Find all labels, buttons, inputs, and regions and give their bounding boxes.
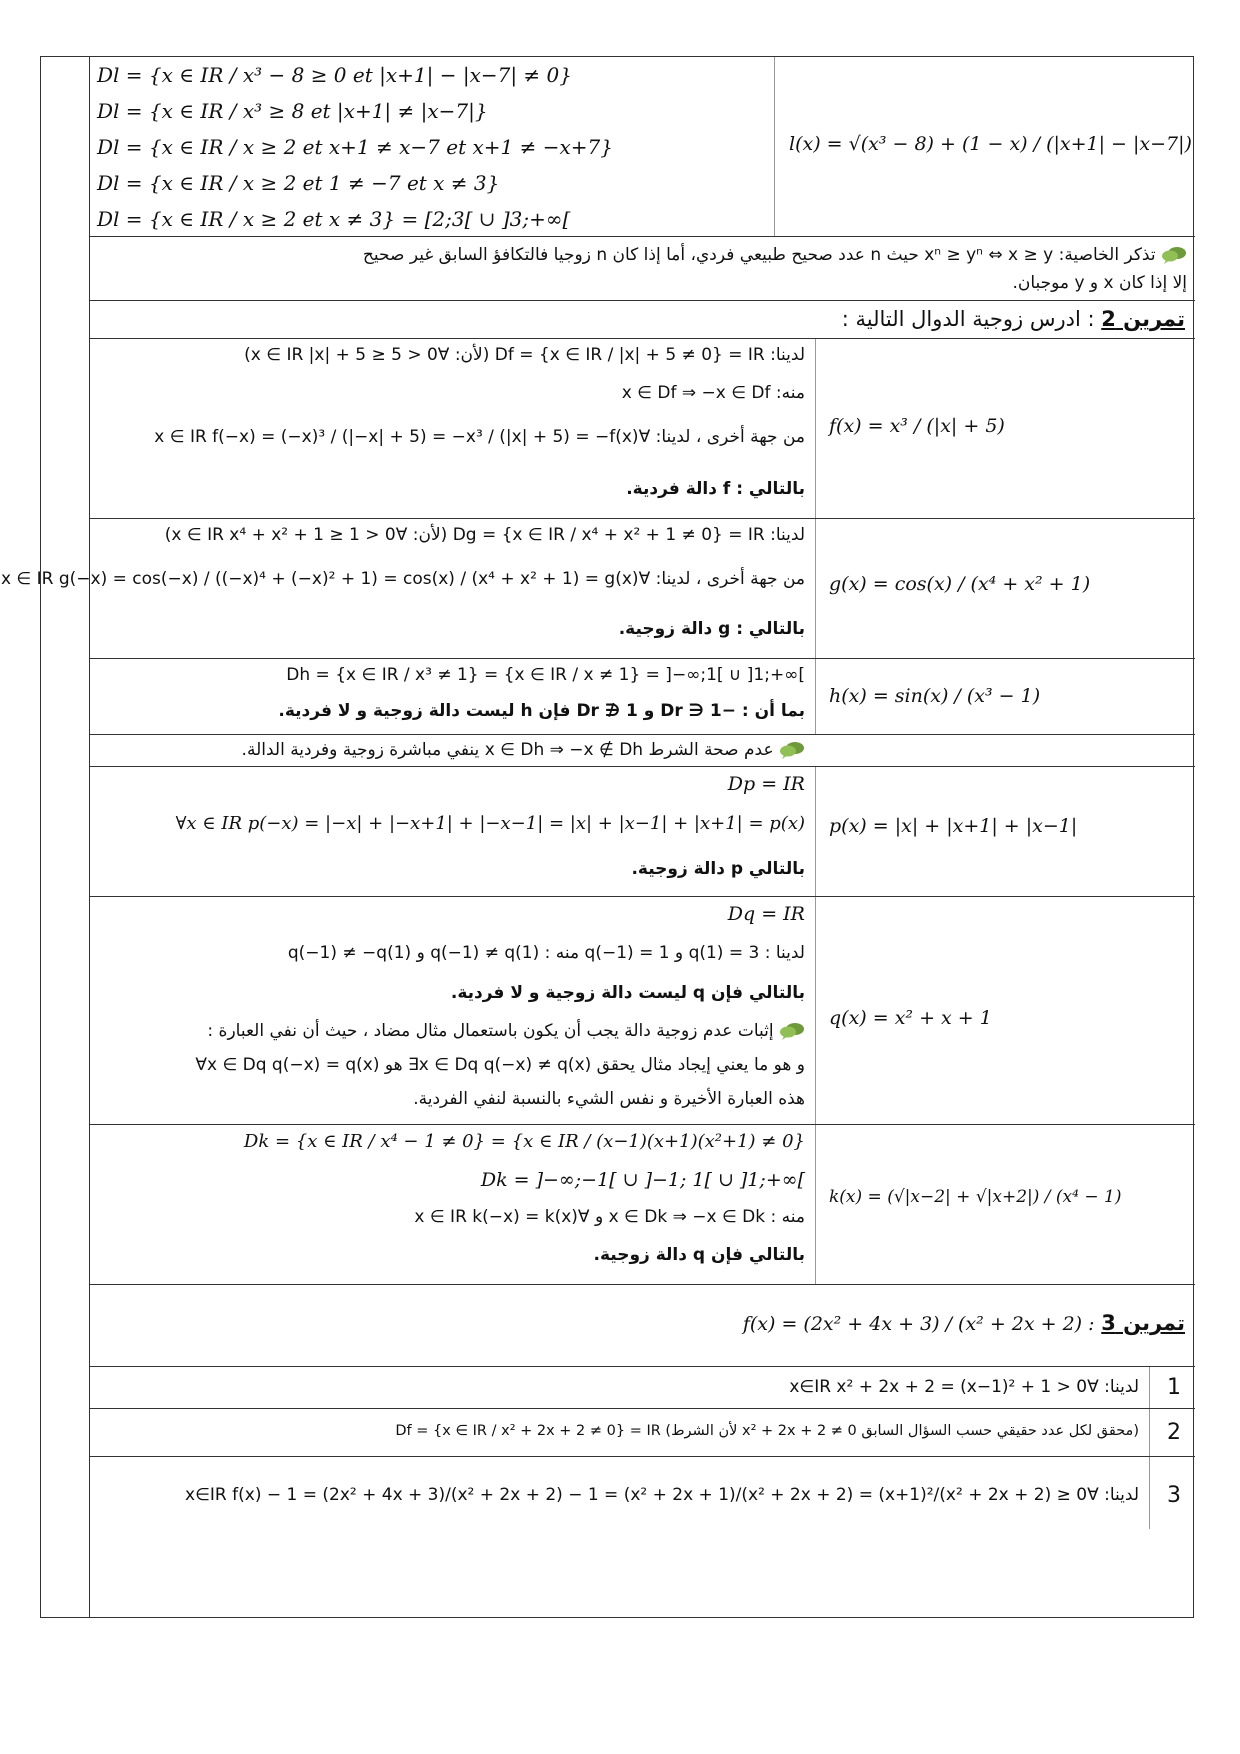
- domain-line-3: Dl = {x ∈ IR / x ≥ 2 et x+1 ≠ x−7 et x+1 ≠ −x+7}: [97, 135, 613, 159]
- h-note: عدم صحة الشرط x ∈ Dh ⇒ −x ∉ Dh ينفي مباشرة زوجية وفردية الدالة.: [241, 740, 774, 760]
- exercise2-header: [89, 301, 1195, 339]
- left-margin-column: [41, 57, 90, 1617]
- property-note-row: [89, 237, 1195, 301]
- exercise3-header: [89, 1285, 1195, 1367]
- exercise2-subtitle: : ادرس زوجية الدوال التالية :: [841, 307, 1095, 331]
- g-domain-line: لدينا: Dg = {x ∈ IR / x⁴ + x² + 1 ≠ 0} = IR (لأن: ∀x ∈ IR x⁴ + x² + 1 ≥ 1 > 0): [164, 525, 805, 545]
- f-conclusion: بالتالي : f دالة فردية.: [626, 479, 805, 499]
- item-text: Df = {x ∈ IR / x² + 2x + 2 ≠ 0} = IR (لأن الشرط x² + 2x + 2 ≠ 0 محقق لكل عدد حقيقي حسب السؤال السابق): [395, 1423, 1139, 1439]
- property-note-line-2: إلا إذا كان x و y موجبان.: [1012, 273, 1187, 293]
- h-conclusion: بما أن : −1 ∈ Dr و 1 ∉ Dr فإن h ليست دالة زوجية و لا فردية.: [278, 701, 805, 721]
- q-values-line: لدينا : q(1) = 3 و q(−1) = 1 منه : q(−1) ≠ q(1) و q(−1) ≠ −q(1): [287, 943, 805, 963]
- exercise3-item-3: [89, 1457, 1195, 1619]
- g-computation-line: من جهة أخرى ، لدينا: ∀x ∈ IR g(−x) = cos(−x) / ((−x)⁴ + (−x)² + 1) = cos(x) / (x⁴ + x² + 1) = g(x): [0, 569, 805, 589]
- domain-l-row: [89, 57, 1195, 237]
- item-number: 3: [1167, 1483, 1181, 1508]
- f-symmetry-line: منه: x ∈ Df ⇒ −x ∈ Df: [621, 383, 805, 403]
- item-text: لدينا: ∀x∈IR x² + 2x + 2 = (x−1)² + 1 > 0: [789, 1377, 1139, 1397]
- q-note-line-2: ∀x ∈ Dq q(−x) = q(x) هو ∃x ∈ Dq q(−x) ≠ q(x) و هو ما يعني إيجاد مثال يحقق: [195, 1055, 805, 1075]
- p-computation-line: ∀x ∈ IR p(−x) = |−x| + |−x+1| + |−x−1| = |x| + |x−1| + |x+1| = p(x): [175, 813, 805, 834]
- speech-bubble-icon: [1161, 246, 1187, 264]
- exercise2-k-row: [89, 1125, 1195, 1285]
- function-h: h(x) = sin(x) / (x³ − 1): [829, 685, 1041, 707]
- speech-bubble-icon: [779, 1022, 805, 1040]
- function-p: p(x) = |x| + |x+1| + |x−1|: [829, 815, 1078, 837]
- domain-line-2: Dl = {x ∈ IR / x³ ≥ 8 et |x+1| ≠ |x−7|}: [97, 99, 488, 123]
- exercise2-p-row: [89, 767, 1195, 897]
- function-g: g(x) = cos(x) / (x⁴ + x² + 1): [829, 573, 1091, 595]
- item-text: لدينا: ∀x∈IR f(x) − 1 = (2x² + 4x + 3)/(x² + 2x + 2) − 1 = (x² + 2x + 1)/(x² + 2x + 2) = (x+1)²/(x² + 2x + 2) ≥ 0: [185, 1485, 1139, 1505]
- k-domain-line-2: Dk = ]−∞;−1[ ∪ ]−1; 1[ ∪ ]1;+∞[: [480, 1169, 805, 1191]
- exercise2-f-row: [89, 339, 1195, 519]
- exercise3-function: : f(x) = (2x² + 4x + 3) / (x² + 2x + 2): [742, 1313, 1095, 1335]
- domain-line-5: Dl = {x ∈ IR / x ≥ 2 et x ≠ 3} = [2;3[ ∪ ]3;+∞[: [97, 207, 571, 231]
- exercise2-h-row: [89, 659, 1195, 735]
- q-note-line-1: إثبات عدم زوجية دالة يجب أن يكون باستعمال مثال مضاد ، حيث أن نفي العبارة :: [207, 1021, 774, 1041]
- function-l: l(x) = √(x³ − 8) + (1 − x) / (|x+1| − |x−7|): [789, 133, 1192, 155]
- k-conclusion: بالتالي فإن q دالة زوجية.: [593, 1245, 805, 1265]
- f-computation-line: من جهة أخرى ، لدينا: ∀x ∈ IR f(−x) = (−x)³ / (|−x| + 5) = −x³ / (|x| + 5) = −f(x): [154, 427, 805, 447]
- property-note-line-1: تذكر الخاصية: xⁿ ≥ yⁿ ⇔ x ≥ y حيث n عدد صحيح طبيعي فردي، أما إذا كان n زوجيا فالتكافؤ السابق غير صحيح: [362, 245, 1156, 265]
- exercise2-g-row: [0, 519, 1195, 659]
- exercise2-title: تمرين 2: [1101, 307, 1185, 331]
- function-k: k(x) = (√|x−2| + √|x+2|) / (x⁴ − 1): [829, 1187, 1122, 1207]
- p-conclusion: بالتالي p دالة زوجية.: [631, 859, 805, 879]
- domain-line-4: Dl = {x ∈ IR / x ≥ 2 et 1 ≠ −7 et x ≠ 3}: [97, 171, 500, 195]
- exercise3-item-1: [89, 1367, 1195, 1409]
- k-domain-line-1: Dk = {x ∈ IR / x⁴ − 1 ≠ 0} = {x ∈ IR / (x−1)(x+1)(x²+1) ≠ 0}: [243, 1131, 805, 1152]
- k-symmetry-line: منه : x ∈ Dk ⇒ −x ∈ Dk و ∀x ∈ IR k(−x) = k(x): [414, 1207, 805, 1227]
- document-page: [0, 56, 1194, 1618]
- speech-bubble-icon: [779, 741, 805, 759]
- f-domain-line: لدينا: Df = {x ∈ IR / |x| + 5 ≠ 0} = IR (لأن: ∀x ∈ IR |x| + 5 ≥ 5 > 0): [244, 345, 805, 365]
- item-number: 2: [1167, 1420, 1181, 1445]
- domain-line-1: Dl = {x ∈ IR / x³ − 8 ≥ 0 et |x+1| − |x−7| ≠ 0}: [97, 63, 572, 87]
- h-domain-line: Dh = {x ∈ IR / x³ ≠ 1} = {x ∈ IR / x ≠ 1} = ]−∞;1[ ∪ ]1;+∞[: [286, 665, 805, 685]
- function-q: q(x) = x² + x + 1: [829, 1007, 992, 1029]
- g-conclusion: بالتالي : g دالة زوجية.: [618, 619, 805, 639]
- p-domain-line: Dp = IR: [727, 773, 805, 795]
- exercise3-title: تمرين 3: [1101, 1311, 1185, 1335]
- function-f: f(x) = x³ / (|x| + 5): [829, 415, 1005, 437]
- q-domain-line: Dq = IR: [727, 903, 805, 925]
- q-conclusion: بالتالي فإن q ليست دالة زوجية و لا فردية.: [450, 983, 805, 1003]
- exercise3-item-2: [89, 1409, 1195, 1457]
- h-note-row: [89, 735, 1195, 767]
- item-number: 1: [1167, 1375, 1181, 1400]
- exercise2-q-row: [89, 897, 1195, 1125]
- q-note-line-3: هذه العبارة الأخيرة و نفس الشيء بالنسبة لنفي الفردية.: [413, 1089, 805, 1109]
